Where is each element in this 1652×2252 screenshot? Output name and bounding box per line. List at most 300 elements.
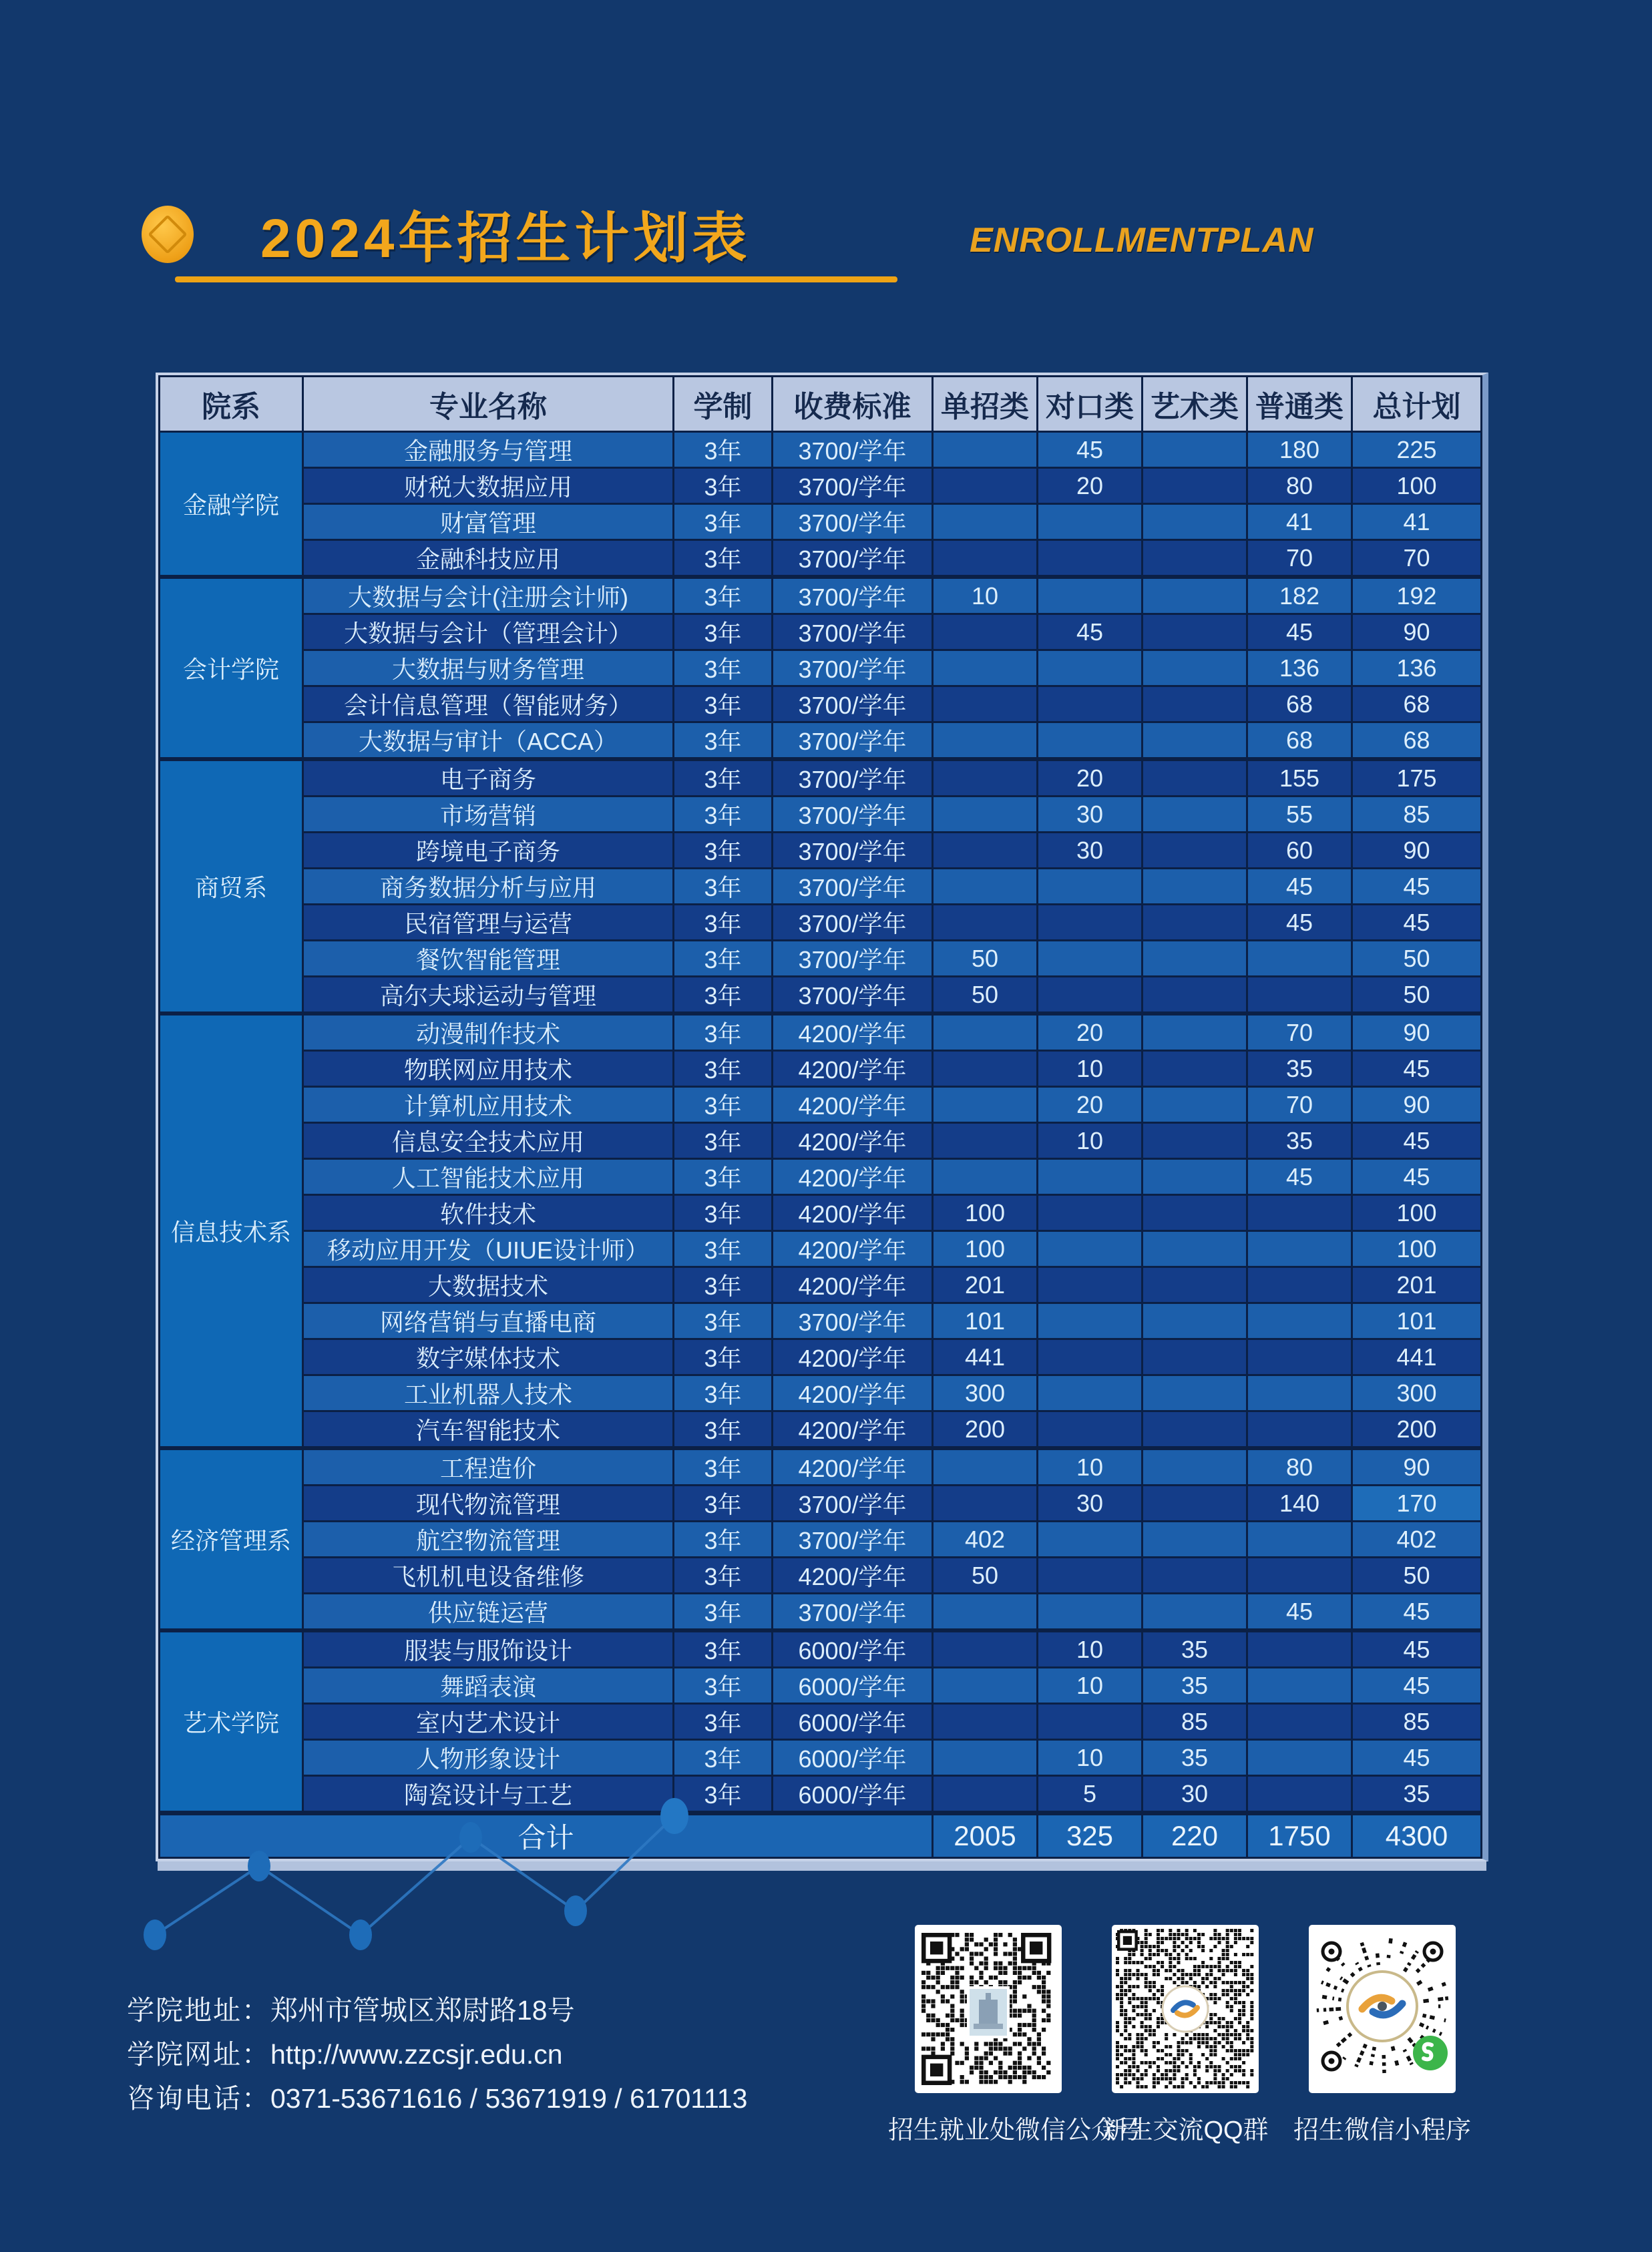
cell-total: 90 [1352, 1087, 1482, 1123]
cell-total: 402 [1352, 1522, 1482, 1558]
table-row [160, 504, 1482, 540]
cell-duikou: 10 [1038, 1051, 1143, 1087]
col-header-6: 艺术类 [1143, 377, 1247, 432]
cell-yishu [1143, 1411, 1247, 1449]
cell-fee: 3700/学年 [773, 432, 933, 468]
cell-yishu [1143, 869, 1247, 905]
cell-duikou: 20 [1038, 759, 1143, 797]
cell-duikou [1038, 1411, 1143, 1449]
table-row [160, 686, 1482, 722]
cell-danzhao [933, 540, 1038, 578]
cell-year: 3年 [674, 1231, 773, 1267]
cell-fee: 6000/学年 [773, 1740, 933, 1776]
cell-duikou [1038, 1267, 1143, 1303]
cell-danzhao: 100 [933, 1231, 1038, 1267]
table-row [160, 1014, 1482, 1051]
cell-yishu [1143, 1522, 1247, 1558]
cell-danzhao [933, 833, 1038, 869]
cell-duikou [1038, 577, 1143, 614]
cell-yishu: 35 [1143, 1668, 1247, 1704]
table-row [160, 869, 1482, 905]
cell-fee: 3700/学年 [773, 540, 933, 578]
address-label: 学院地址： [127, 1995, 270, 2026]
cell-major: 大数据与审计（ACCA） [303, 722, 674, 760]
cell-yishu [1143, 797, 1247, 833]
cell-duikou: 20 [1038, 1014, 1143, 1051]
cell-yishu: 35 [1143, 1630, 1247, 1668]
cell-danzhao [933, 1087, 1038, 1123]
cell-major: 民宿管理与运营 [303, 905, 674, 941]
cell-duikou: 10 [1038, 1123, 1143, 1159]
cell-fee: 4200/学年 [773, 1375, 933, 1411]
cell-danzhao [933, 797, 1038, 833]
total-value-4: 4300 [1352, 1813, 1482, 1858]
cell-total: 45 [1352, 869, 1482, 905]
cell-danzhao [933, 468, 1038, 504]
cell-major: 服装与服饰设计 [303, 1630, 674, 1668]
cell-year: 3年 [674, 1486, 773, 1522]
cell-putong: 80 [1247, 468, 1352, 504]
cell-putong: 45 [1247, 614, 1352, 650]
cell-major: 供应链运营 [303, 1594, 674, 1631]
cell-yishu [1143, 1231, 1247, 1267]
cell-yishu: 85 [1143, 1704, 1247, 1740]
cell-danzhao: 50 [933, 977, 1038, 1014]
col-header-5: 对口类 [1038, 377, 1143, 432]
cell-year: 3年 [674, 468, 773, 504]
cell-duikou: 5 [1038, 1776, 1143, 1813]
cell-putong [1247, 1776, 1352, 1813]
cell-putong [1247, 1411, 1352, 1449]
cell-fee: 3700/学年 [773, 869, 933, 905]
table-row [160, 1123, 1482, 1159]
cell-putong: 80 [1247, 1448, 1352, 1486]
department-cell: 商贸系 [160, 759, 303, 1014]
cell-major: 舞蹈表演 [303, 1668, 674, 1704]
cell-danzhao [933, 759, 1038, 797]
cell-putong [1247, 1375, 1352, 1411]
cell-putong: 35 [1247, 1123, 1352, 1159]
table-row [160, 650, 1482, 686]
contact-info [127, 1988, 747, 2120]
cell-danzhao [933, 614, 1038, 650]
cell-putong: 45 [1247, 1159, 1352, 1195]
cell-major: 餐饮智能管理 [303, 941, 674, 977]
cell-year: 3年 [674, 1448, 773, 1486]
cell-yishu [1143, 941, 1247, 977]
cell-year: 3年 [674, 650, 773, 686]
cell-duikou [1038, 905, 1143, 941]
cell-danzhao [933, 1704, 1038, 1740]
cell-fee: 4200/学年 [773, 1195, 933, 1231]
cell-year: 3年 [674, 1267, 773, 1303]
cell-duikou: 10 [1038, 1630, 1143, 1668]
cell-duikou: 30 [1038, 1486, 1143, 1522]
cell-danzhao [933, 650, 1038, 686]
table-row [160, 1303, 1482, 1339]
cell-duikou [1038, 869, 1143, 905]
cell-total: 50 [1352, 1558, 1482, 1594]
table-row [160, 1375, 1482, 1411]
table-row [160, 1448, 1482, 1486]
cell-major: 动漫制作技术 [303, 1014, 674, 1051]
cell-duikou [1038, 504, 1143, 540]
cell-year: 3年 [674, 1195, 773, 1231]
cell-duikou [1038, 540, 1143, 578]
cell-duikou [1038, 1594, 1143, 1631]
cell-danzhao [933, 1594, 1038, 1631]
cell-fee: 3700/学年 [773, 977, 933, 1014]
qr-wechat-official [888, 1925, 1143, 2146]
cell-total: 45 [1352, 1051, 1482, 1087]
cell-fee: 4200/学年 [773, 1267, 933, 1303]
cell-major: 网络营销与直播电商 [303, 1303, 674, 1339]
cell-major: 人工智能技术应用 [303, 1159, 674, 1195]
cell-yishu [1143, 1486, 1247, 1522]
total-value-2: 220 [1143, 1813, 1247, 1858]
cell-putong [1247, 1195, 1352, 1231]
cell-duikou [1038, 941, 1143, 977]
cell-fee: 6000/学年 [773, 1630, 933, 1668]
table-row [160, 722, 1482, 760]
cell-danzhao: 101 [933, 1303, 1038, 1339]
cell-danzhao [933, 1123, 1038, 1159]
cell-duikou [1038, 1704, 1143, 1740]
cell-yishu [1143, 540, 1247, 578]
table-row [160, 468, 1482, 504]
total-value-1: 325 [1038, 1813, 1143, 1858]
cell-fee: 3700/学年 [773, 1522, 933, 1558]
cell-year: 3年 [674, 432, 773, 468]
qr-miniprogram [1282, 1925, 1482, 2146]
cell-major: 大数据与会计(注册会计师) [303, 577, 674, 614]
table-body [160, 432, 1482, 1858]
cell-year: 3年 [674, 1558, 773, 1594]
cell-total: 225 [1352, 432, 1482, 468]
table-row [160, 1159, 1482, 1195]
qr-code-wechat-official [915, 1925, 1062, 2093]
cell-year: 3年 [674, 614, 773, 650]
cell-danzhao [933, 504, 1038, 540]
cell-fee: 3700/学年 [773, 905, 933, 941]
cell-fee: 3700/学年 [773, 1303, 933, 1339]
cell-year: 3年 [674, 941, 773, 977]
enrollment-table-frame [156, 373, 1488, 1861]
cell-total: 45 [1352, 1740, 1482, 1776]
cell-yishu [1143, 1303, 1247, 1339]
cell-yishu [1143, 977, 1247, 1014]
cell-yishu [1143, 1014, 1247, 1051]
cell-duikou [1038, 1339, 1143, 1375]
cell-total: 70 [1352, 540, 1482, 578]
total-row [160, 1813, 1482, 1858]
cell-major: 会计信息管理（智能财务） [303, 686, 674, 722]
department-cell: 经济管理系 [160, 1448, 303, 1630]
cell-putong [1247, 1668, 1352, 1704]
table-row [160, 1776, 1482, 1813]
cell-total: 35 [1352, 1776, 1482, 1813]
cell-fee: 4200/学年 [773, 1339, 933, 1375]
total-value-0: 2005 [933, 1813, 1038, 1858]
plan-table [158, 375, 1482, 1859]
cell-yishu [1143, 1375, 1247, 1411]
col-header-3: 收费标准 [773, 377, 933, 432]
phone-line [127, 2076, 747, 2120]
title-underline [175, 276, 897, 282]
cell-putong [1247, 1630, 1352, 1668]
cell-danzhao: 10 [933, 577, 1038, 614]
cell-danzhao: 441 [933, 1339, 1038, 1375]
cell-duikou: 20 [1038, 1087, 1143, 1123]
cell-year: 3年 [674, 540, 773, 578]
cell-total: 45 [1352, 905, 1482, 941]
cell-fee: 3700/学年 [773, 941, 933, 977]
address-line [127, 1988, 747, 2032]
cell-duikou: 10 [1038, 1668, 1143, 1704]
cell-total: 50 [1352, 977, 1482, 1014]
cell-major: 大数据与会计（管理会计） [303, 614, 674, 650]
cell-putong: 180 [1247, 432, 1352, 468]
table-row [160, 577, 1482, 614]
cell-major: 飞机机电设备维修 [303, 1558, 674, 1594]
department-cell: 信息技术系 [160, 1014, 303, 1448]
cell-putong: 136 [1247, 650, 1352, 686]
cell-total: 90 [1352, 833, 1482, 869]
cell-duikou [1038, 977, 1143, 1014]
cell-yishu [1143, 833, 1247, 869]
cell-putong: 70 [1247, 1087, 1352, 1123]
cell-yishu [1143, 468, 1247, 504]
cell-danzhao [933, 1448, 1038, 1486]
phone-value: 0371-53671616 / 53671919 / 61701113 [270, 2083, 748, 2114]
page-title: 2024年招生计划表 [260, 208, 751, 269]
cell-putong [1247, 1303, 1352, 1339]
cell-year: 3年 [674, 1014, 773, 1051]
cell-yishu [1143, 1594, 1247, 1631]
cell-danzhao [933, 432, 1038, 468]
qr-label: 新生交流QQ群 [1102, 2116, 1269, 2145]
cell-putong: 60 [1247, 833, 1352, 869]
cell-yishu [1143, 1267, 1247, 1303]
cell-total: 45 [1352, 1594, 1482, 1631]
cell-danzhao [933, 1668, 1038, 1704]
cell-yishu [1143, 1087, 1247, 1123]
cell-year: 3年 [674, 1776, 773, 1813]
cell-putong: 68 [1247, 686, 1352, 722]
table-row [160, 1411, 1482, 1449]
col-header-8: 总计划 [1352, 377, 1482, 432]
cell-fee: 4200/学年 [773, 1448, 933, 1486]
cell-year: 3年 [674, 1522, 773, 1558]
cell-year: 3年 [674, 1704, 773, 1740]
cell-major: 现代物流管理 [303, 1486, 674, 1522]
cell-yishu: 35 [1143, 1740, 1247, 1776]
cell-yishu [1143, 759, 1247, 797]
cell-danzhao: 201 [933, 1267, 1038, 1303]
table-row [160, 1051, 1482, 1087]
cell-year: 3年 [674, 1411, 773, 1449]
cell-major: 数字媒体技术 [303, 1339, 674, 1375]
table-header-row [160, 377, 1482, 432]
cell-duikou: 45 [1038, 432, 1143, 468]
cell-fee: 6000/学年 [773, 1668, 933, 1704]
cell-total: 441 [1352, 1339, 1482, 1375]
cell-duikou [1038, 650, 1143, 686]
cell-putong [1247, 1704, 1352, 1740]
cell-putong [1247, 1558, 1352, 1594]
cell-fee: 4200/学年 [773, 1014, 933, 1051]
cell-major: 移动应用开发（UIUE设计师） [303, 1231, 674, 1267]
cell-fee: 4200/学年 [773, 1159, 933, 1195]
cell-danzhao [933, 905, 1038, 941]
cell-duikou [1038, 1195, 1143, 1231]
cell-total: 68 [1352, 686, 1482, 722]
cell-yishu [1143, 577, 1247, 614]
cell-duikou [1038, 1159, 1143, 1195]
cell-total: 101 [1352, 1303, 1482, 1339]
table-row [160, 1668, 1482, 1704]
qr-label: 招生微信小程序 [1293, 2116, 1471, 2145]
cell-year: 3年 [674, 833, 773, 869]
cell-danzhao [933, 1740, 1038, 1776]
cell-major: 电子商务 [303, 759, 674, 797]
cell-total: 300 [1352, 1375, 1482, 1411]
cell-total: 85 [1352, 797, 1482, 833]
table-row [160, 797, 1482, 833]
cell-total: 90 [1352, 1448, 1482, 1486]
cell-total: 100 [1352, 1195, 1482, 1231]
cell-danzhao [933, 869, 1038, 905]
cell-putong [1247, 1522, 1352, 1558]
cell-danzhao [933, 1014, 1038, 1051]
cell-fee: 3700/学年 [773, 504, 933, 540]
cell-year: 3年 [674, 1740, 773, 1776]
cell-putong [1247, 1339, 1352, 1375]
cell-year: 3年 [674, 1594, 773, 1631]
cell-danzhao: 200 [933, 1411, 1038, 1449]
cell-danzhao [933, 686, 1038, 722]
col-header-7: 普通类 [1247, 377, 1352, 432]
cell-putong: 45 [1247, 1594, 1352, 1631]
cell-major: 金融科技应用 [303, 540, 674, 578]
cell-yishu [1143, 722, 1247, 760]
cell-year: 3年 [674, 905, 773, 941]
cell-total: 200 [1352, 1411, 1482, 1449]
cell-danzhao: 50 [933, 941, 1038, 977]
cell-major: 工程造价 [303, 1448, 674, 1486]
cell-putong [1247, 941, 1352, 977]
cell-fee: 4200/学年 [773, 1123, 933, 1159]
cell-duikou: 30 [1038, 797, 1143, 833]
table-row [160, 1630, 1482, 1668]
cell-putong: 45 [1247, 869, 1352, 905]
qr-code-miniprogram [1309, 1925, 1456, 2093]
cell-danzhao: 100 [933, 1195, 1038, 1231]
cell-putong [1247, 1740, 1352, 1776]
table-row [160, 1195, 1482, 1231]
cell-danzhao [933, 1776, 1038, 1813]
cell-putong: 140 [1247, 1486, 1352, 1522]
cell-duikou [1038, 1522, 1143, 1558]
table-row [160, 1558, 1482, 1594]
cell-total: 45 [1352, 1123, 1482, 1159]
table-row [160, 977, 1482, 1014]
address-value: 郑州市管城区郑尉路18号 [270, 1995, 575, 2026]
cell-total: 136 [1352, 650, 1482, 686]
cell-putong: 41 [1247, 504, 1352, 540]
cell-year: 3年 [674, 1123, 773, 1159]
table-row [160, 614, 1482, 650]
cell-fee: 4200/学年 [773, 1087, 933, 1123]
cell-yishu [1143, 1448, 1247, 1486]
cell-fee: 4200/学年 [773, 1558, 933, 1594]
qr-qq-group [1085, 1925, 1285, 2146]
qr-code-qq-group [1112, 1925, 1259, 2093]
cell-total: 85 [1352, 1704, 1482, 1740]
page-subtitle-en: ENROLLMENT PLAN [970, 221, 1314, 260]
cell-fee: 3700/学年 [773, 577, 933, 614]
cell-fee: 4200/学年 [773, 1411, 933, 1449]
cell-total: 45 [1352, 1668, 1482, 1704]
table-row [160, 833, 1482, 869]
table-row [160, 1267, 1482, 1303]
cell-year: 3年 [674, 869, 773, 905]
table-row [160, 1522, 1482, 1558]
cell-year: 3年 [674, 1339, 773, 1375]
cell-danzhao [933, 1051, 1038, 1087]
cell-yishu [1143, 1339, 1247, 1375]
col-header-4: 单招类 [933, 377, 1038, 432]
table-row [160, 759, 1482, 797]
cell-yishu [1143, 1558, 1247, 1594]
cell-yishu [1143, 614, 1247, 650]
cell-fee: 4200/学年 [773, 1051, 933, 1087]
cell-fee: 3700/学年 [773, 468, 933, 504]
cell-yishu [1143, 432, 1247, 468]
cell-major: 财税大数据应用 [303, 468, 674, 504]
cell-total: 45 [1352, 1630, 1482, 1668]
cell-major: 室内艺术设计 [303, 1704, 674, 1740]
cell-danzhao: 50 [933, 1558, 1038, 1594]
cell-major: 人物形象设计 [303, 1740, 674, 1776]
col-header-1: 专业名称 [303, 377, 674, 432]
cell-yishu [1143, 1159, 1247, 1195]
cell-danzhao: 300 [933, 1375, 1038, 1411]
cell-putong: 55 [1247, 797, 1352, 833]
cell-major: 软件技术 [303, 1195, 674, 1231]
cell-yishu [1143, 905, 1247, 941]
cell-putong: 155 [1247, 759, 1352, 797]
cell-yishu [1143, 650, 1247, 686]
cell-year: 3年 [674, 504, 773, 540]
cell-fee: 3700/学年 [773, 797, 933, 833]
cell-total: 100 [1352, 1231, 1482, 1267]
cell-duikou [1038, 686, 1143, 722]
cell-year: 3年 [674, 577, 773, 614]
cell-fee: 3700/学年 [773, 686, 933, 722]
cell-year: 3年 [674, 1375, 773, 1411]
cell-yishu [1143, 1195, 1247, 1231]
website-label: 学院网址： [127, 2039, 270, 2070]
cell-putong [1247, 1231, 1352, 1267]
cell-major: 陶瓷设计与工艺 [303, 1776, 674, 1813]
qr-label: 招生就业处微信公众号 [888, 2116, 1143, 2145]
cell-total: 170 [1352, 1486, 1482, 1522]
table-row [160, 432, 1482, 468]
cell-total: 201 [1352, 1267, 1482, 1303]
cell-major: 物联网应用技术 [303, 1051, 674, 1087]
cell-duikou [1038, 1558, 1143, 1594]
